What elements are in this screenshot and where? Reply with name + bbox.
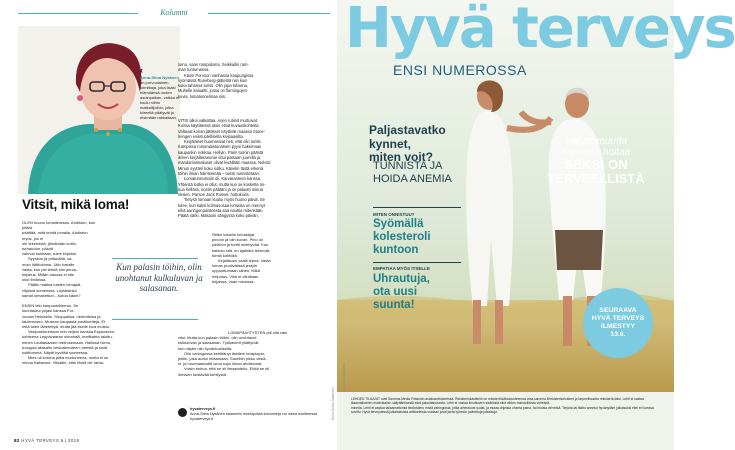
next-issue-badge: [583, 288, 653, 358]
subhead-next-issue: ENSI NUMEROSSA: [393, 62, 527, 78]
text-line: jektin, joka auttoi relaamaan. Suorittin pikku vitsiä-: [178, 356, 267, 362]
text-line: töihin ilman häiritsemää – turisti tunnistetaan.: [178, 170, 260, 176]
text-line: vityksiä someessa. Löytäisinkö: [22, 287, 77, 293]
teaser-line: TUNNISTA JA: [373, 160, 443, 172]
cover-photo-credit: Kuva Shutterstock: [342, 362, 346, 390]
text-line: nua hellästi, nostin päätäni ja se palautti minua: [178, 186, 263, 192]
text-line: Päätin matkia tuisten lomapäi-: [28, 282, 82, 288]
text-line: OLEN huono lomailemaan. Ahdistun, kun pitäisi: [22, 220, 96, 231]
text-line: syömässä Runeberg-jäätelöä niin kuin: [178, 77, 248, 83]
text-line: hengen esiintuotellisella kivipaasilta.: [178, 133, 244, 139]
teaser-nails: [369, 124, 446, 165]
kicker-label: Kolumni: [160, 8, 188, 17]
caption-arrow-icon: ‹: [140, 65, 143, 75]
text-line: ihmisen kestävää kehitystä.: [178, 371, 227, 377]
text-line: mitä tulee lähetettyä, mutta jää itselle kiva muisto.: [22, 324, 111, 330]
legal-text: mineita. Lehti ei vastaa tallaamattomia tiedlotuteto mistä vahingoista, jotka aiheutuvat sudat, ja mutaa ohjeisia ohenta paina- tai muista virheistä. Terjoita tai tilattu annetut hyvänylläm julkaisuksi ellei eri kanssa sovittu. Hyvä terveydessä julkaistavista artikkeleista voidaan jovai jaeta lyönnön painettuja julkaisuja.: [351, 405, 654, 414]
teaser-line: suunta!: [373, 299, 415, 311]
text-line: minua haitannut. Vitsailin, ettei tämä ole ranta-: [22, 360, 105, 366]
text-line: man tuntumassa.: [178, 67, 210, 73]
pull-quote: Kun palasin töihin, olin unohtanut kulkuluvan ja salasanan.: [115, 262, 203, 293]
text-line: Olin vahingossa kehittänyt itselleni terapiapro-: [184, 350, 266, 356]
teaser-line: kynnet,: [369, 136, 412, 151]
author-footer: [178, 407, 326, 429]
text-line: taidemuseo. Museon kaupasta postikortteja. Et: [22, 318, 106, 324]
text-line: ni, ja huomaamattä loma sujui ilman ahdistusta.: [178, 361, 263, 367]
text-line: kaupunkin nokkaa. Hellyin. Parin tunnin päästä: [178, 149, 264, 155]
text-line: Valtavat koiran jätökset näyttivät maassa Stone-: [178, 128, 266, 134]
cover-headline-line: Haluttomuutta: [564, 136, 628, 147]
text-line: moin hälttolomia. Jäin lomalle: [22, 261, 75, 267]
text-line: Kerjäläiset huomasivat heti, että olin turisti.: [184, 139, 262, 145]
masthead-title: Hyvä terveys: [345, 0, 735, 61]
text-line: trooppia allasalin vesivaikeuteen; metsiä ja sisiä: [22, 344, 107, 350]
text-line: Sitten kauniin lomakirjat: [212, 232, 255, 237]
text-line: ollut tiedossa.: [22, 277, 47, 283]
teaser-line: kolesteroli: [373, 231, 431, 243]
teaser-divider: [373, 207, 461, 208]
teaser-empathy-label: EMPATIAA MYÖS ITSELLE: [373, 266, 430, 271]
teaser-line: miten voit?: [369, 150, 434, 164]
badge-line: 13.6.: [610, 331, 626, 338]
text-line: Kampissa romaniaistunatsen pyysi hakemaan: [178, 144, 262, 150]
text-line: vitsi. Mutta kun palasin töihin, olin unohtanut: [178, 335, 257, 341]
text-line: Mies oli kotona jalka murtuneena, mutta ei se: [28, 355, 109, 361]
footer-note: Anna-Stina Nykänen salanmiin ilmestyvistä kolumneja voi lukea osoitteessa hyvaterveys.fi: [190, 411, 318, 421]
badge-line: SEURAAVA: [599, 307, 637, 314]
right-page-cover: [337, 0, 735, 450]
cover-headline: [523, 136, 669, 186]
text-line: suuntautui pojasi kanssa Por-: [22, 308, 75, 314]
text-line: Päätä särki. Makaoin sängyssä koko päivän.: [178, 213, 259, 219]
teaser-line: ota uusi: [373, 286, 418, 298]
teaser-line: kuntoon: [373, 244, 419, 256]
body-column-left: [22, 220, 116, 366]
text-line: minen Lauttasaaren metrosemaan. Hallissä hieno,: [22, 339, 112, 345]
text-line: kohteena Leppävaaran uimahalli, mattkahta taluttu-: [22, 334, 113, 340]
badge-line: HYVÄ TERVEYS: [591, 315, 645, 322]
teaser-divider: [373, 262, 461, 263]
right-column-text: [178, 118, 326, 219]
kicker-rule-right: [208, 13, 330, 14]
text-line: helpotus. Vika ei ollutkaan: [212, 273, 259, 279]
legal-text: LEHDEN TILAAJAT ovat Sanoma Media Finlandin asiakasrekisterissä. Rekisterinkäsitteliö on rekisteröiväfoudusteemaa orsa.sanoma.fi/rekisteriselosteet ja tarpeellisuutta rekisteröiväksi. Lehti ei vastaa tilaamattomien materiaalien säilyttämisestä eikä palauttamisesta. Lehti ei vastaa ilmoitusten sisällöstä eikä niiden mahdollisista virheistä.: [351, 397, 644, 406]
teaser-empathy: [373, 273, 430, 312]
text-line: Kävin Porvoon vanhassa kaupungissa: [184, 72, 254, 78]
caption-name: Anna-Stina Nykänen: [140, 75, 179, 80]
left-page: [0, 0, 337, 450]
text-line: Vesipuistoreissun tein veljeni kanssa Espooseen,: [28, 329, 116, 335]
text-line: uppouttumaan siihen. Mikä: [212, 268, 260, 274]
page-footer: [14, 438, 79, 443]
text-line: Muhelle kaluaitti, jossa on flamingojen: [178, 88, 247, 94]
cover-legal-footer: [351, 397, 663, 414]
top-column-text: [178, 62, 254, 99]
photo-credit: Kuva Jukka Salminen: [331, 387, 335, 420]
text-line: voosta Helsinkiin. Shoppailua, herkuttelua ja: [22, 313, 101, 319]
text-line: eikä auringonpaisteesta saa nauttia mitenkään.: [178, 208, 264, 214]
text-line: Minun syytäni koko sotku. Kävelin tästä erkenä: [178, 165, 264, 171]
author-footer-text: [190, 407, 324, 421]
section-kicker: [18, 8, 330, 18]
author-avatar-icon: [178, 408, 187, 417]
text-line: kun näytin niin hyväntuuliselta.: [178, 345, 233, 351]
text-line: valuvat hukkaan, tulee kiipeksi.: [22, 251, 78, 257]
body-column-mid-right: [212, 232, 326, 284]
caption-text: on porvoolainen toimittaja, joka lisäsi elämäänsä uuden asuinpaikan, vaikka ei kuulu niihin matkailijoihin, jotka kiireellä päätyvät jo etsimään rakkaitaan.: [140, 80, 180, 120]
text-line: päättää, mitä tehdä lomalla. Ahdistun myös, jos ei: [22, 230, 88, 241]
teaser-anemia: [373, 160, 452, 185]
text-line: Tietysti lomaan kuului myös huono päivä. Se: [184, 197, 265, 203]
text-line: pinoon ja olin kuvan. Pino oli: [212, 237, 263, 243]
teaser-line: Syömällä: [373, 218, 424, 230]
magazine-name: HYVÄ TERVEYS: [21, 438, 60, 443]
text-line: samat lomahetkot – kotoa käsin?: [22, 292, 81, 298]
issue-number: 6 | 2019: [60, 438, 80, 443]
teaser-line: HOIDA ANEMIA: [373, 172, 452, 185]
text-line: Syyskuu jä pitämättä, sa-: [28, 256, 73, 262]
text-line: Voisin kehua, että se oli ilmastoteko. Ehkä se oli: [184, 366, 270, 372]
teaser-cholesterol: [373, 218, 431, 257]
teaser-line: Paljastavatko: [369, 123, 446, 137]
text-line: vasta, kun piti tehdä niin perus-: [22, 266, 78, 272]
cover-headline-line: TERVEELLISTÄ: [547, 171, 645, 186]
pull-quote-rule-top: [112, 258, 198, 259]
text-line: tulee, kun kaksi kolmasosaa lomasta on mennyt: [178, 202, 265, 208]
cover-headline-line: SEKSI ON: [564, 157, 628, 172]
text-line: ENSIN tein kaupunkikierran. Se: [22, 303, 79, 309]
article-headline: Vitsit, mikä loma!: [22, 197, 130, 212]
text-line: Koiraa käyttäessä aloin etsiä kuvauskohteita.: [178, 123, 260, 129]
text-line: kuka tahansa turisti. Olin jopa tulisena,: [178, 83, 249, 89]
portrait-caption: [140, 66, 182, 120]
teaser-line: Uhrautuja,: [373, 273, 430, 285]
badge-line: ILMESTYY: [601, 323, 635, 330]
text-line: VITSI alkoi valkattaa. Arjen rutiinit murtuivat.: [178, 118, 259, 123]
text-line: kirjoitus. Miitän haussa ei sits: [22, 272, 74, 278]
cover-headline-line: kannatta hoitaa: [561, 147, 631, 158]
text-line: loman puolivälissä jestyin: [212, 263, 258, 269]
body-column-right-bottom: [178, 330, 326, 377]
text-line: Lomatunnustoiis oli. Karvaranteen kanssa.: [184, 176, 262, 182]
text-line: ikinen kerjäläisseurue istui patsaan juurella ja: [178, 155, 261, 161]
text-line: kuvia, lomatunnelmaa siis.: [178, 93, 227, 99]
text-line: yleltöön ja tuntti mielbyvää. Kun: [212, 242, 269, 248]
text-line: katsoin sitä, en ajatellut tekemät-: [212, 247, 271, 253]
text-line: kirjoissa, vaan minussa.: [212, 278, 255, 284]
teaser-cholesterol-label: MITEN ONNISTUU?: [373, 212, 415, 217]
text-line: loma, vaan rampaloma. Seikkailin ram-: [178, 62, 249, 67]
text-line: mandariinimakuset olivat levällään maassa. Nolotti.: [178, 160, 271, 166]
kicker-rule-left: [18, 13, 138, 14]
text-line: LOMAPÄIVITYSTEN piti olla vain: [228, 330, 288, 335]
site-link[interactable]: hyvaterveys.fi: [190, 407, 216, 411]
pull-quote-rule-bottom: [112, 319, 198, 320]
text-line: kulkuluvan ja salasanan. Työkaverit yllättyivät,: [178, 340, 260, 346]
text-line: sotittomma. Näytti hyvältä someessa.: [22, 350, 89, 356]
text-line: ole tekemistä, jämähdän kotiin, turhaudun, päivät: [22, 240, 77, 252]
text-line: Yhteistä kotka ei ollut, mutta kun se koskette mi-: [178, 181, 266, 187]
text-line: Kirjallisuus vaatii lepoa. Vasta: [218, 258, 271, 264]
text-line: vesien. Parson Jack Russel, hottokoira.: [178, 192, 250, 198]
page-number: 82: [14, 438, 20, 443]
text-line: tömiä kotitöitä.: [212, 252, 238, 258]
